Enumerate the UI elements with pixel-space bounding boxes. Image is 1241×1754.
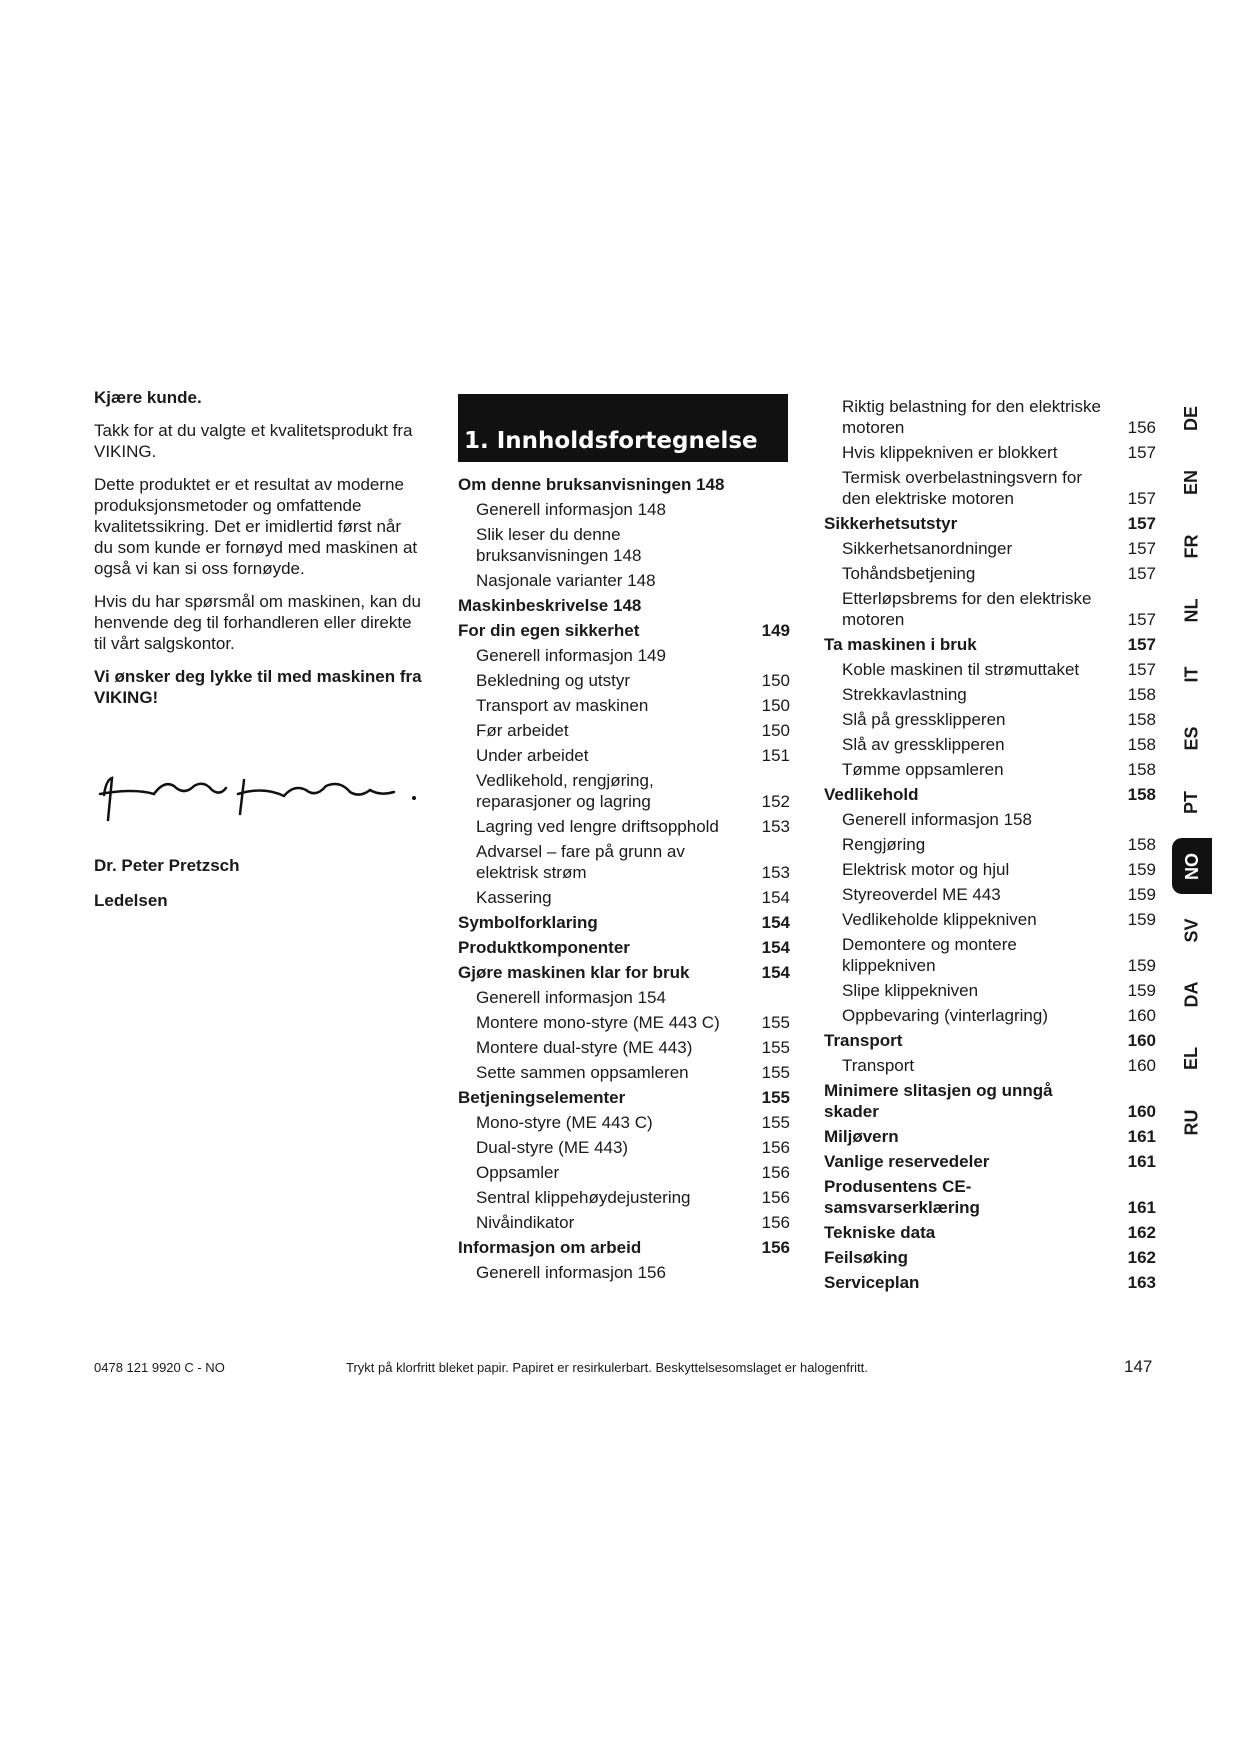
toc-subsection-entry xyxy=(824,586,1156,632)
toc-subsection-entry xyxy=(458,1160,790,1185)
toc-section-entry xyxy=(458,618,790,643)
toc-entry-title: Ta maskinen i bruk xyxy=(824,635,977,654)
toc-entry-title: Generell informasjon 148 xyxy=(476,500,666,519)
language-tab-label: IT xyxy=(1181,666,1202,682)
toc-entry-title: Gjøre maskinen klar for bruk xyxy=(458,963,690,982)
toc-entry-page: 163 xyxy=(1127,1273,1156,1292)
greeting-paragraph-2: Dette produktet er et resultat av moderne produksjonsmetoder og omfattende kvalitetssikring. Det er imidlertid først når du som kunde er fornøyd med maskinen at også vi kan si oss fornøyde. xyxy=(94,475,418,578)
toc-title-bar xyxy=(458,394,788,462)
toc-column-right xyxy=(824,394,1156,1295)
toc-entry-page: 158 xyxy=(1127,735,1156,754)
language-tab-sv[interactable] xyxy=(1172,902,1212,958)
toc-entry-title: Symbolforklaring xyxy=(458,913,598,932)
toc-section-entry xyxy=(458,472,790,497)
toc-subsection-entry xyxy=(458,1185,790,1210)
toc-entry-title: Serviceplan xyxy=(824,1273,920,1292)
toc-entry-page: 159 xyxy=(1127,860,1156,879)
toc-entry-title: Vedlikehold, rengjøring, reparasjoner og lagring xyxy=(476,771,654,811)
toc-entry-page: 161 xyxy=(1127,1152,1156,1171)
toc-section-entry xyxy=(824,1124,1156,1149)
toc-entry-title: Generell informasjon 156 xyxy=(476,1263,666,1282)
toc-subsection-entry xyxy=(824,1053,1156,1078)
language-tab-nl[interactable] xyxy=(1172,582,1212,638)
greeting-column xyxy=(94,387,424,911)
toc-entry-title: Før arbeidet xyxy=(476,721,569,740)
language-tab-fr[interactable] xyxy=(1172,518,1212,574)
toc-subsection-entry xyxy=(458,743,790,768)
toc-entry-title: Vedlikeholde klippekniven xyxy=(842,910,1037,929)
toc-subsection-entry xyxy=(458,1260,790,1285)
toc-section-entry xyxy=(458,1235,790,1260)
language-tab-no[interactable] xyxy=(1172,838,1212,894)
page-number: 147 xyxy=(1124,1357,1153,1376)
toc-entry-page: 156 xyxy=(761,1163,790,1182)
toc-entry-page: 160 xyxy=(1127,1006,1156,1025)
toc-subsection-entry xyxy=(458,668,790,693)
toc-entry-page: 157 xyxy=(1127,610,1156,629)
toc-subsection-entry xyxy=(458,1110,790,1135)
toc-entry-page: 156 xyxy=(761,1238,790,1257)
toc-section-entry xyxy=(458,910,790,935)
toc-subsection-entry xyxy=(824,394,1156,440)
language-tab-label: EL xyxy=(1181,1046,1202,1070)
toc-entry-title: Slipe klippekniven xyxy=(842,981,979,1000)
toc-entry-page: 160 xyxy=(1127,1056,1156,1075)
toc-entry-title: Betjeningselementer xyxy=(458,1088,626,1107)
toc-subsection-entry xyxy=(824,857,1156,882)
language-tab-label: NL xyxy=(1181,598,1202,622)
toc-subsection-entry xyxy=(458,693,790,718)
language-tab-label: RU xyxy=(1181,1109,1202,1135)
toc-entry-title: Rengjøring xyxy=(842,835,926,854)
toc-entry-title: Generell informasjon 149 xyxy=(476,646,666,665)
language-tab-en[interactable] xyxy=(1172,454,1212,510)
toc-section-entry xyxy=(824,1149,1156,1174)
toc-entry-title: Oppsamler xyxy=(476,1163,560,1182)
toc-subsection-entry xyxy=(824,465,1156,511)
toc-entry-title: Maskinbeskrivelse 148 xyxy=(458,596,642,615)
toc-entry-title: Kassering xyxy=(476,888,552,907)
toc-entry-title: Bekledning og utstyr xyxy=(476,671,631,690)
toc-entry-page: 154 xyxy=(761,938,790,957)
language-tab-label: FR xyxy=(1181,534,1202,558)
toc-entry-page: 152 xyxy=(761,792,790,811)
toc-entry-page: 159 xyxy=(1127,885,1156,904)
toc-entry-page: 157 xyxy=(1127,564,1156,583)
toc-subsection-entry xyxy=(824,732,1156,757)
toc-section-entry xyxy=(824,1220,1156,1245)
toc-entry-title: Transport xyxy=(842,1056,915,1075)
paper-note: Trykt på klorfritt bleket papir. Papiret er resirkulerbart. Beskyttelsesomslaget er halogenfritt. xyxy=(346,1360,868,1375)
toc-entry-page: 156 xyxy=(761,1213,790,1232)
toc-entry-page: 155 xyxy=(761,1088,790,1107)
language-tab-label: EN xyxy=(1181,469,1202,495)
toc-section-entry xyxy=(824,1174,1156,1220)
greeting-paragraph-3: Hvis du har spørsmål om maskinen, kan du henvende deg til forhandleren eller direkte til vårt salgskontor. xyxy=(94,592,421,653)
toc-entry-title: Vedlikehold xyxy=(824,785,919,804)
toc-subsection-entry xyxy=(458,568,790,593)
toc-entry-page: 154 xyxy=(761,888,790,907)
toc-entry-title: Strekkavlastning xyxy=(842,685,967,704)
language-tab-de[interactable] xyxy=(1172,390,1212,446)
toc-section-entry xyxy=(824,511,1156,536)
toc-section-entry xyxy=(824,782,1156,807)
toc-subsection-entry xyxy=(824,1003,1156,1028)
toc-entry-page: 161 xyxy=(1127,1127,1156,1146)
toc-entry-page: 153 xyxy=(761,817,790,836)
toc-entry-title: Vanlige reservedeler xyxy=(824,1152,990,1171)
toc-subsection-entry xyxy=(458,1035,790,1060)
toc-entry-title: Oppbevaring (vinterlagring) xyxy=(842,1006,1048,1025)
toc-subsection-entry xyxy=(824,807,1156,832)
toc-entry-page: 156 xyxy=(761,1188,790,1207)
language-tab-label: SV xyxy=(1181,917,1202,943)
toc-entry-title: Montere dual-styre (ME 443) xyxy=(476,1038,693,1057)
signature-image xyxy=(94,750,424,830)
toc-entry-page: 162 xyxy=(1127,1223,1156,1242)
toc-entry-title: Mono-styre (ME 443 C) xyxy=(476,1113,653,1132)
toc-entry-page: 157 xyxy=(1127,660,1156,679)
toc-subsection-entry xyxy=(458,985,790,1010)
toc-subsection-entry xyxy=(824,907,1156,932)
toc-entry-page: 151 xyxy=(761,746,790,765)
toc-subsection-entry xyxy=(458,1210,790,1235)
toc-subsection-entry xyxy=(458,885,790,910)
toc-entry-page: 157 xyxy=(1127,443,1156,462)
language-tab-label: DE xyxy=(1181,405,1202,431)
toc-entry-page: 156 xyxy=(1127,418,1156,437)
toc-subsection-entry xyxy=(458,839,790,885)
toc-entry-title: Miljøvern xyxy=(824,1127,899,1146)
toc-entry-title: Transport xyxy=(824,1031,903,1050)
signer-role: Ledelsen xyxy=(94,891,168,910)
toc-subsection-entry xyxy=(458,1010,790,1035)
language-tab-label: PT xyxy=(1181,790,1202,814)
toc-entry-title: Minimere slitasjen og unngå skader xyxy=(824,1081,1053,1121)
toc-subsection-entry xyxy=(458,522,790,568)
toc-entry-title: Generell informasjon 154 xyxy=(476,988,666,1007)
toc-subsection-entry xyxy=(458,718,790,743)
toc-column-middle xyxy=(458,472,790,1285)
toc-entry-title: Nasjonale varianter 148 xyxy=(476,571,656,590)
toc-subsection-entry xyxy=(824,882,1156,907)
toc-entry-title: Generell informasjon 158 xyxy=(842,810,1032,829)
toc-subsection-entry xyxy=(824,440,1156,465)
toc-subsection-entry xyxy=(458,1060,790,1085)
toc-section-entry xyxy=(824,1028,1156,1053)
toc-entry-page: 150 xyxy=(761,671,790,690)
language-tab-el[interactable] xyxy=(1172,1030,1212,1086)
toc-subsection-entry xyxy=(824,657,1156,682)
toc-section-entry xyxy=(824,1078,1156,1124)
toc-entry-page: 150 xyxy=(761,721,790,740)
language-tab-label: ES xyxy=(1181,725,1202,751)
language-tab-da[interactable] xyxy=(1172,966,1212,1022)
toc-entry-title: Informasjon om arbeid xyxy=(458,1238,642,1257)
toc-entry-title: Lagring ved lengre driftsopphold xyxy=(476,817,719,836)
toc-entry-page: 155 xyxy=(761,1038,790,1057)
toc-entry-page: 159 xyxy=(1127,981,1156,1000)
toc-entry-title: Etterløpsbrems for den elektriske motoren xyxy=(842,589,1092,629)
document-code: 0478 121 9920 C - NO xyxy=(94,1360,225,1375)
toc-subsection-entry xyxy=(458,1135,790,1160)
toc-section-entry xyxy=(458,593,790,618)
toc-entry-title: Hvis klippekniven er blokkert xyxy=(842,443,1058,462)
toc-subsection-entry xyxy=(458,643,790,668)
toc-entry-page: 158 xyxy=(1127,785,1156,804)
toc-subsection-entry xyxy=(458,814,790,839)
toc-subsection-entry xyxy=(824,832,1156,857)
toc-entry-page: 155 xyxy=(761,1063,790,1082)
toc-entry-page: 160 xyxy=(1127,1102,1156,1121)
toc-subsection-entry xyxy=(824,978,1156,1003)
language-tab-label: DA xyxy=(1181,981,1202,1007)
toc-subsection-entry xyxy=(824,561,1156,586)
toc-title: 1. Innholdsfortegnelse xyxy=(464,428,758,454)
toc-entry-page: 155 xyxy=(761,1113,790,1132)
toc-entry-page: 157 xyxy=(1127,539,1156,558)
toc-entry-page: 161 xyxy=(1127,1198,1156,1217)
closing-wish: Vi ønsker deg lykke til med maskinen fra VIKING! xyxy=(94,667,422,707)
toc-entry-title: Styreoverdel ME 443 xyxy=(842,885,1001,904)
toc-entry-page: 150 xyxy=(761,696,790,715)
toc-entry-title: Sikkerhetsanordninger xyxy=(842,539,1013,558)
toc-subsection-entry xyxy=(458,497,790,522)
toc-subsection-entry xyxy=(824,932,1156,978)
toc-entry-page: 158 xyxy=(1127,685,1156,704)
toc-section-entry xyxy=(824,1270,1156,1295)
toc-entry-title: Transport av maskinen xyxy=(476,696,649,715)
greeting-paragraph-1: Takk for at du valgte et kvalitetsprodukt fra VIKING. xyxy=(94,421,413,461)
toc-entry-title: Slik leser du denne bruksanvisningen 148 xyxy=(476,525,642,565)
toc-section-entry xyxy=(458,960,790,985)
toc-entry-page: 158 xyxy=(1127,760,1156,779)
toc-entry-title: Slå på gressklipperen xyxy=(842,710,1006,729)
toc-entry-title: Tekniske data xyxy=(824,1223,936,1242)
toc-section-entry xyxy=(458,1085,790,1110)
toc-subsection-entry xyxy=(824,757,1156,782)
salutation: Kjære kunde. xyxy=(94,388,202,407)
toc-entry-page: 149 xyxy=(761,621,790,640)
toc-entry-page: 158 xyxy=(1127,710,1156,729)
toc-entry-title: Elektrisk motor og hjul xyxy=(842,860,1010,879)
toc-subsection-entry xyxy=(824,682,1156,707)
toc-entry-title: Sentral klippehøydejustering xyxy=(476,1188,691,1207)
language-tab-pt[interactable] xyxy=(1172,774,1212,830)
language-tab-it[interactable] xyxy=(1172,646,1212,702)
toc-entry-title: Tohåndsbetjening xyxy=(842,564,976,583)
toc-entry-title: Sikkerhetsutstyr xyxy=(824,514,958,533)
toc-section-entry xyxy=(824,1245,1156,1270)
toc-entry-title: Advarsel – fare på grunn av elektrisk strøm xyxy=(476,842,685,882)
toc-entry-title: Montere mono-styre (ME 443 C) xyxy=(476,1013,720,1032)
toc-entry-title: Sette sammen oppsamleren xyxy=(476,1063,689,1082)
toc-entry-page: 153 xyxy=(761,863,790,882)
toc-entry-page: 154 xyxy=(761,913,790,932)
toc-entry-page: 155 xyxy=(761,1013,790,1032)
toc-entry-title: Nivåindikator xyxy=(476,1213,575,1232)
toc-entry-page: 156 xyxy=(761,1138,790,1157)
toc-subsection-entry xyxy=(458,768,790,814)
toc-entry-title: Slå av gressklipperen xyxy=(842,735,1005,754)
toc-entry-title: Koble maskinen til strømuttaket xyxy=(842,660,1080,679)
toc-entry-title: Tømme oppsamleren xyxy=(842,760,1004,779)
toc-entry-title: Termisk overbelastningsvern for den elektriske motoren xyxy=(842,468,1082,508)
toc-entry-page: 157 xyxy=(1127,514,1156,533)
toc-section-entry xyxy=(458,935,790,960)
toc-entry-page: 162 xyxy=(1127,1248,1156,1267)
toc-subsection-entry xyxy=(824,707,1156,732)
toc-section-entry xyxy=(824,632,1156,657)
language-tab-ru[interactable] xyxy=(1172,1094,1212,1150)
language-tab-es[interactable] xyxy=(1172,710,1212,766)
toc-entry-page: 157 xyxy=(1127,489,1156,508)
toc-entry-page: 154 xyxy=(761,963,790,982)
toc-entry-title: Om denne bruksanvisningen 148 xyxy=(458,475,725,494)
toc-entry-page: 160 xyxy=(1127,1031,1156,1050)
toc-entry-title: Demontere og montere klippekniven xyxy=(842,935,1017,975)
language-tab-label: NO xyxy=(1181,852,1202,880)
toc-entry-page: 159 xyxy=(1127,910,1156,929)
toc-entry-title: Dual-styre (ME 443) xyxy=(476,1138,629,1157)
toc-entry-title: Produsentens CE-samsvarserklæring xyxy=(824,1177,980,1217)
toc-entry-title: Riktig belastning for den elektriske motoren xyxy=(842,397,1101,437)
toc-subsection-entry xyxy=(824,536,1156,561)
toc-entry-title: Feilsøking xyxy=(824,1248,909,1267)
toc-entry-page: 158 xyxy=(1127,835,1156,854)
toc-entry-page: 157 xyxy=(1127,635,1156,654)
toc-entry-title: For din egen sikkerhet xyxy=(458,621,640,640)
toc-entry-page: 159 xyxy=(1127,956,1156,975)
toc-entry-title: Produktkomponenter xyxy=(458,938,630,957)
signer-name: Dr. Peter Pretzsch xyxy=(94,856,240,875)
toc-entry-title: Under arbeidet xyxy=(476,746,589,765)
